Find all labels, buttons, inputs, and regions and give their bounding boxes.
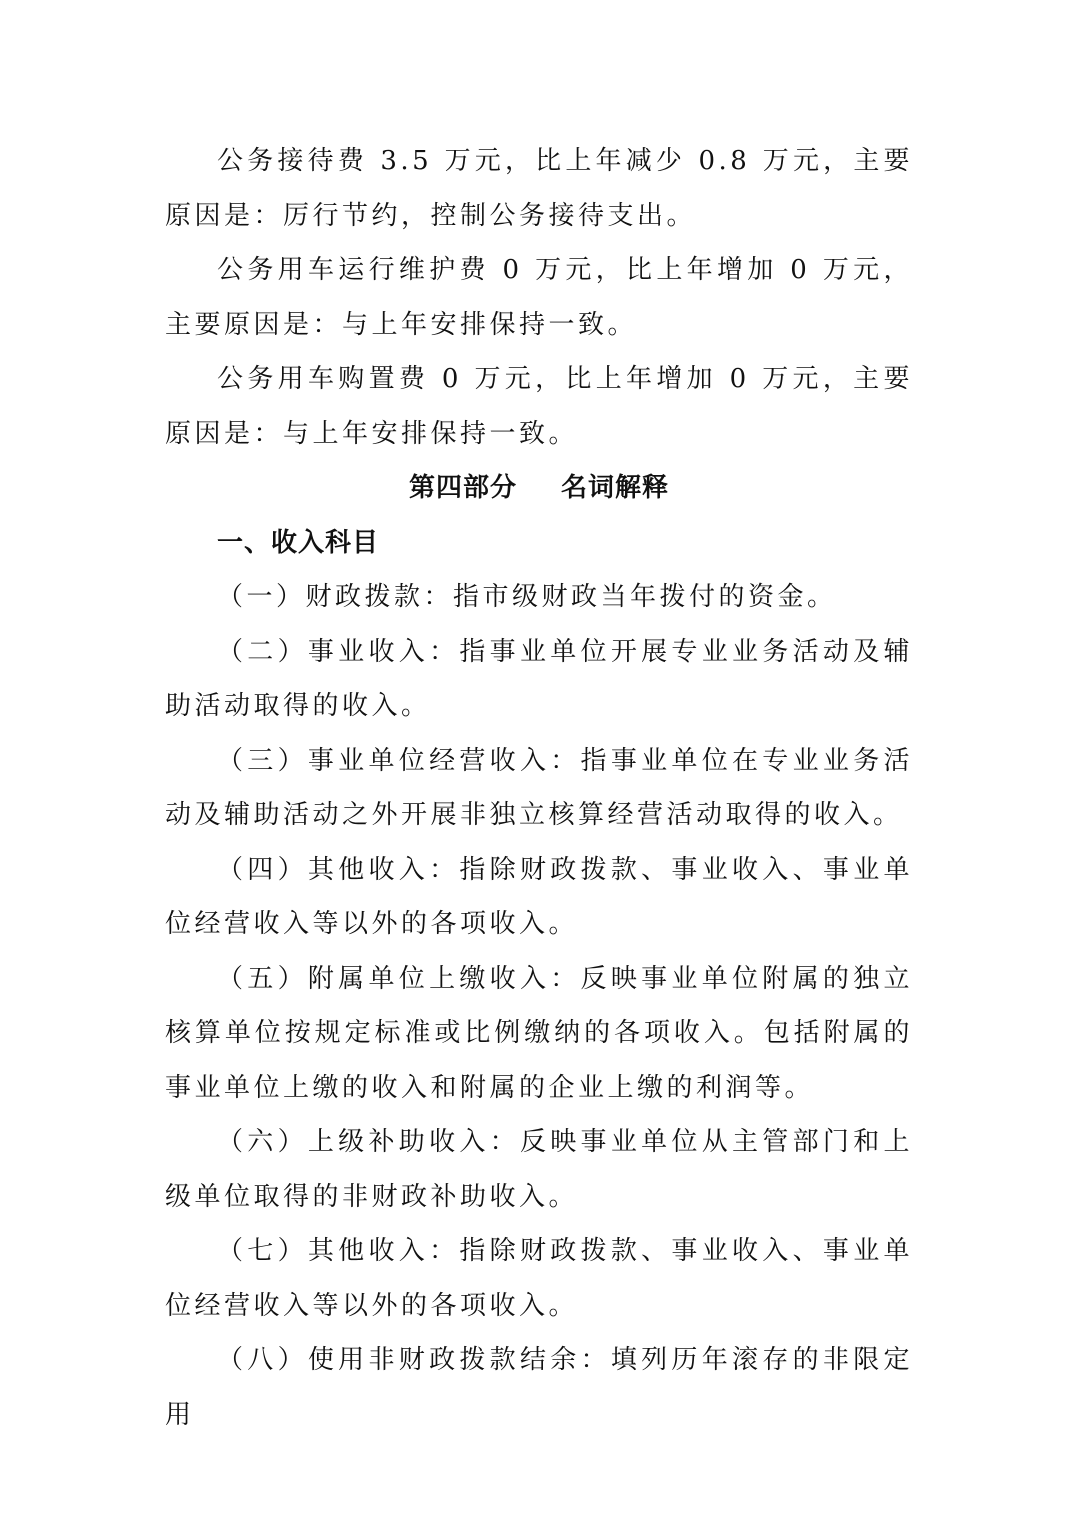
definition-item: （八）使用非财政拨款结余：填列历年滚存的非限定用 [165,1345,913,1430]
definition-item: （六）上级补助收入：反映事业单位从主管部门和上级单位取得的非财政补助收入。 [165,1127,913,1212]
definition-item: （七）其他收入：指除财政拨款、事业收入、事业单位经营收入等以外的各项收入。 [165,1236,913,1321]
definition-item: （四）其他收入：指除财政拨款、事业收入、事业单位经营收入等以外的各项收入。 [165,854,913,939]
definition-item: （一）财政拨款：指市级财政当年拨付的资金。 [217,582,837,612]
section-heading: 一、收入科目 [217,527,380,558]
document-page [165,134,913,1442]
definition-item: （五）附属单位上缴收入：反映事业单位附属的独立核算单位按规定标准或比例缴纳的各项收入。包括附属的事业单位上缴的收入和附属的企业上缴的利润等。 [165,963,913,1103]
paragraph-vehicle-purchase: 公务用车购置费 0 万元，比上年增加 0 万元，主要原因是：与上年安排保持一致。 [165,364,913,449]
part-heading-number: 第四部分 [408,473,517,503]
definition-item: （二）事业收入：指事业单位开展专业业务活动及辅助活动取得的收入。 [165,636,913,721]
paragraph-vehicle-maintenance: 公务用车运行维护费 0 万元，比上年增加 0 万元，主要原因是：与上年安排保持一致。 [165,255,913,340]
paragraph-reception-expense: 公务接待费 3.5 万元，比上年减少 0.8 万元，主要原因是：厉行节约，控制公务接待支出。 [165,146,913,231]
part-heading-title: 名词解释 [561,473,670,503]
part-heading [165,461,913,516]
definition-item: （三）事业单位经营收入：指事业单位在专业业务活动及辅助活动之外开展非独立核算经营活动取得的收入。 [165,745,913,830]
